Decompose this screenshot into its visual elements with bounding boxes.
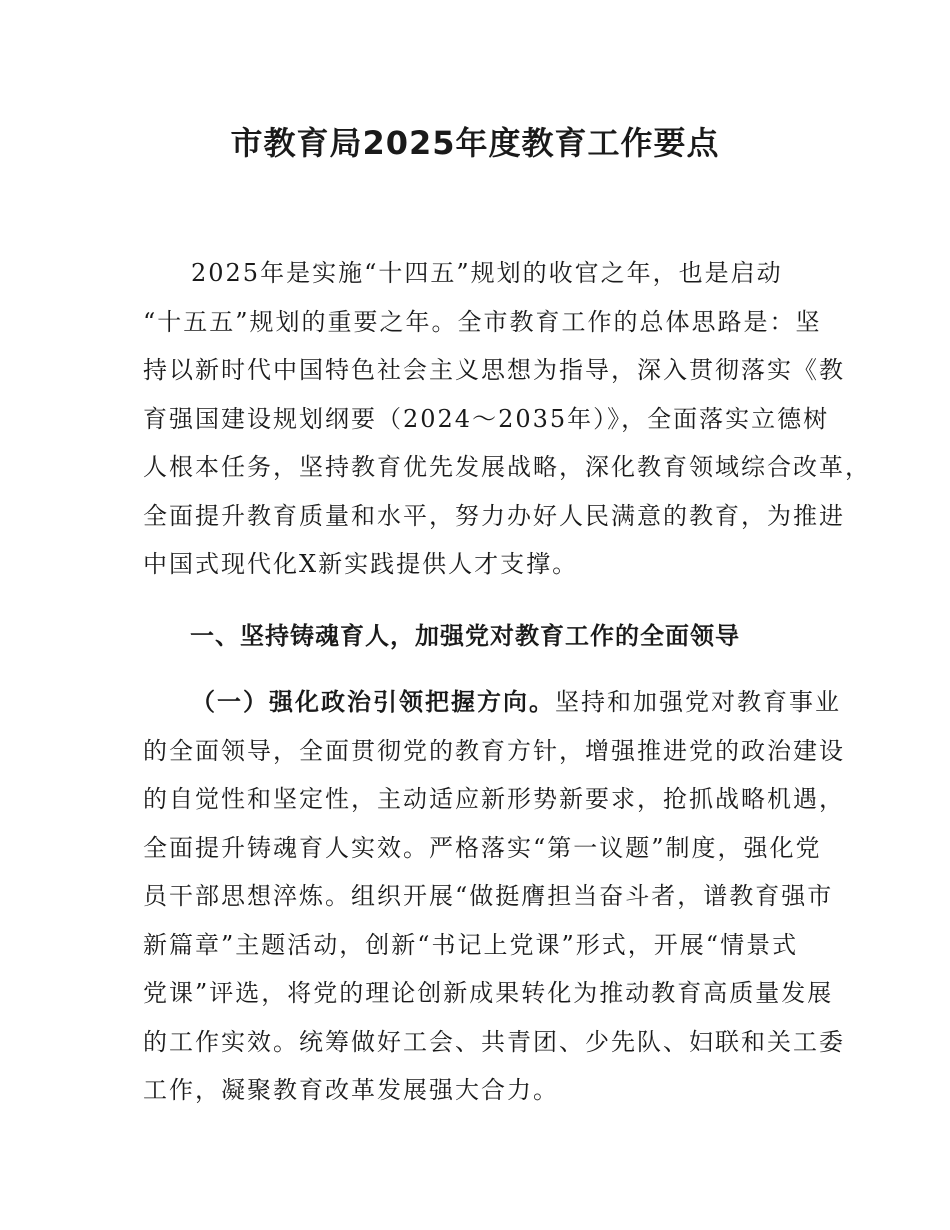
intro-paragraph xyxy=(143,249,871,589)
subsection-line: 的自觉性和坚定性，主动适应新形势新要求，抢抓战略机遇， xyxy=(143,785,845,813)
subsection-1-paragraph xyxy=(143,678,845,1115)
subsection-heading: （一）强化政治引领把握方向。 xyxy=(191,688,555,716)
intro-line: 2025年是实施“十四五”规划的收官之年，也是启动 xyxy=(191,259,783,287)
subsection-line: 新篇章”主题活动，创新“书记上党课”形式，开展“情景式 xyxy=(143,930,799,959)
intro-line: 育强国建设规划纲要（2024～2035年）》，全面落实立德树 xyxy=(143,404,830,433)
section-heading-1: 一、坚持铸魂育人，加强党对教育工作的全面领导 xyxy=(190,622,740,650)
subsection-line: 全面提升铸魂育人实效。严格落实“第一议题”制度，强化党 xyxy=(143,833,822,862)
subsection-line: 工作，凝聚教育改革发展强大合力。 xyxy=(143,1076,559,1104)
subsection-line: 的全面领导，全面贯彻党的教育方针，增强推进党的政治建设 xyxy=(143,736,845,765)
subsection-line: 的工作实效。统筹做好工会、共青团、少先队、妇联和关工委 xyxy=(143,1027,845,1056)
subsection-first-line-text: 坚持和加强党对教育事业 xyxy=(555,688,841,716)
document-title: 市教育局2025年度教育工作要点 xyxy=(230,124,720,162)
intro-line: “十五五”规划的重要之年。全市教育工作的总体思路是：坚 xyxy=(143,307,822,336)
intro-line: 人根本任务，坚持教育优先发展战略，深化教育领域综合改革， xyxy=(143,453,871,481)
intro-line: 全面提升教育质量和水平，努力办好人民满意的教育，为推进 xyxy=(143,501,845,530)
intro-line: 持以新时代中国特色社会主义思想为指导，深入贯彻落实《教 xyxy=(143,356,845,384)
subsection-first-line xyxy=(143,678,841,727)
subsection-line: 员干部思想淬炼。组织开展“做挺膺担当奋斗者，谱教育强市 xyxy=(143,882,834,910)
subsection-line: 党课”评选，将党的理论创新成果转化为推动教育高质量发展 xyxy=(143,979,834,1007)
intro-line: 中国式现代化X新实践提供人才支撑。 xyxy=(143,550,579,578)
